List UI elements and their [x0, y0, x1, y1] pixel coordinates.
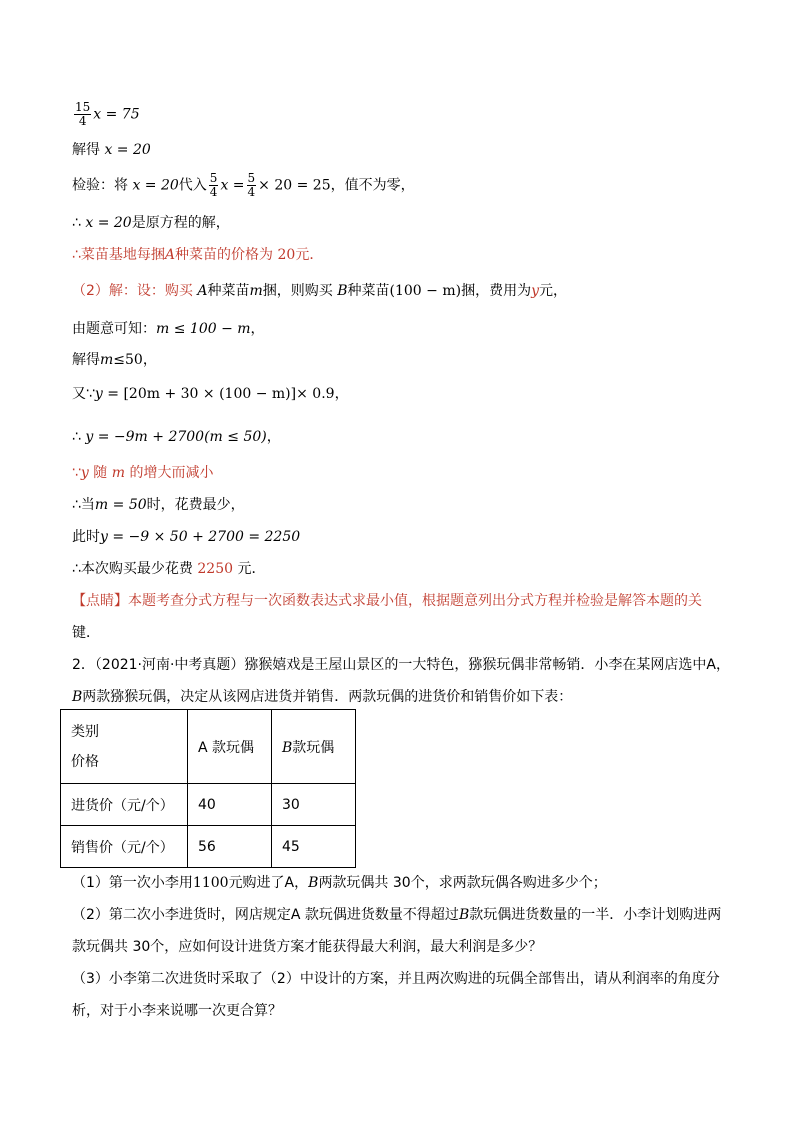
numerator: 15: [75, 100, 91, 114]
math-var: A: [164, 247, 176, 263]
math-var: B: [458, 907, 470, 923]
cell-b: 45: [272, 826, 356, 868]
math-var: B: [308, 875, 319, 891]
comment-line-2: 键．: [72, 625, 100, 641]
text: 种菜苗: [207, 283, 250, 299]
text: 元．: [237, 561, 266, 577]
math-expr: m ≤ 100 − m: [156, 321, 251, 337]
math-var: B: [72, 689, 83, 705]
math-expr: [20m + 30 × (100 − m)]: [123, 386, 297, 402]
answer-line: [72, 245, 323, 265]
fraction: [209, 172, 219, 199]
text: 解得: [72, 142, 100, 158]
question-1: [72, 873, 607, 893]
monotonic-line: [72, 463, 213, 483]
text: ，: [142, 352, 157, 368]
text: ∴本次购买最少花费: [72, 561, 193, 577]
problem-intro-2: [72, 687, 572, 707]
text: 此时: [72, 529, 100, 545]
comment-line-1: 【点睛】本题考查分式方程与一次函数表达式求最小值，根据题意列出分式方程并检验是解答本题的关: [72, 593, 702, 609]
text: ，值不为零，: [330, 177, 415, 194]
math-expr: x = 75: [93, 106, 140, 123]
math-var: B: [282, 739, 293, 756]
table-header-row: [61, 710, 356, 784]
question-3-line-2: 析，对于小李来说哪一次更合算？: [72, 1003, 282, 1019]
check-line: [72, 172, 415, 199]
math-var: y: [80, 465, 89, 481]
root-line: [72, 213, 230, 233]
text: 元购进了A，: [228, 875, 309, 891]
solve-line: [72, 140, 151, 160]
text: 又∵: [72, 386, 95, 402]
text: 两款猕猴玩偶，决定从该网店进货并销售．两款玩偶的进货价和销售价如下表：: [82, 689, 573, 705]
math-var: B: [337, 283, 348, 299]
text: 由题意可知：: [72, 321, 156, 337]
text: 检验：将: [72, 177, 128, 194]
text: 解得: [72, 352, 100, 368]
evaluate-line: [72, 527, 300, 547]
numerator: 5: [247, 171, 256, 185]
question-2-line-1: [72, 905, 721, 925]
text: 是原方程的解，: [131, 215, 230, 231]
math-var: y: [531, 283, 540, 299]
condition-line: [72, 319, 265, 339]
math-expr: (m ≤ 50): [204, 429, 267, 445]
table-row: [61, 784, 356, 826]
text: 元．: [295, 247, 324, 263]
question-3-line-1: （3）小李第二次进货时采取了（2）中设计的方案，并且两次购进的玩偶全部售出，请从利润率的角度分: [72, 971, 720, 987]
math-expr: × 20 = 25: [258, 177, 331, 194]
text: 的增大而减小: [129, 465, 214, 481]
denominator: 4: [247, 185, 256, 199]
math-var: A: [197, 283, 208, 299]
row-label: 进货价（元/个）: [61, 784, 188, 826]
part2-setup-line: [72, 281, 567, 301]
cell-a: 56: [188, 826, 272, 868]
text: 捆，则购买: [262, 283, 333, 299]
math-num: 20: [277, 247, 296, 263]
minimum-line: [72, 495, 245, 515]
math-expr: m = 50: [94, 497, 147, 513]
text: 种菜苗: [347, 283, 390, 299]
table-row: [61, 826, 356, 868]
math-num: 1100: [192, 875, 229, 891]
math-expr: y = −9m + 2700: [85, 429, 205, 445]
text: 捆，费用为: [461, 283, 532, 299]
question-2-line-2: 款玩偶共 30个，应如何设计进货方案才能获得最大利润，最大利润是多少？: [72, 939, 543, 955]
text: 款玩偶进货数量的一半．小李计划购进两: [469, 907, 722, 923]
numerator: 5: [209, 171, 218, 185]
table-corner-cell: [61, 710, 188, 784]
math-expr: x = 20: [85, 215, 132, 231]
math-expr: × 0.9: [296, 386, 335, 402]
header-col-b: [272, 710, 356, 784]
text: （2）解：设：购买: [72, 283, 193, 299]
text: 款玩偶: [292, 739, 335, 756]
math-expr: x = 20: [132, 177, 179, 194]
text: ，: [250, 321, 265, 337]
header-type-label: 类别: [71, 723, 99, 740]
math-expr: y =: [94, 386, 120, 402]
math-var: m: [249, 283, 263, 299]
math-expr: (100 − m): [389, 283, 462, 299]
header-price-label: 价格: [71, 753, 99, 770]
math-var: m: [111, 465, 126, 481]
problem-intro-1: 2．（2021·河南·中考真题）猕猴嬉戏是王屋山景区的一大特色，猕猴玩偶非常畅销．小李在某网店选中A，: [72, 657, 731, 673]
cell-a: 40: [188, 784, 272, 826]
header-col-a: A 款玩偶: [188, 710, 272, 784]
fraction: [247, 172, 257, 199]
text: 种菜苗的价格为: [175, 247, 274, 263]
cost-function-line: [72, 384, 349, 404]
text: 时，花费最少，: [146, 497, 245, 513]
math-expr: ≤50: [113, 352, 143, 368]
denominator: 4: [78, 114, 87, 128]
denominator: 4: [209, 185, 218, 199]
text: ∴当: [72, 497, 95, 513]
math-expr: x = 20: [104, 142, 151, 158]
fraction: [74, 101, 91, 128]
text: 代入: [178, 177, 207, 194]
therefore-symbol: ∴: [72, 429, 81, 445]
text: 两款玩偶共 30个，求两款玩偶各购进多少个；: [318, 875, 607, 891]
math-expr: y = −9 × 50 + 2700 = 2250: [100, 529, 301, 545]
text: 元，: [539, 283, 568, 299]
solve-ineq-line: [72, 350, 157, 370]
text: ，: [334, 386, 349, 402]
math-var: m: [100, 352, 114, 368]
text: （2）第二次小李进货时，网店规定A 款玩偶进货数量不得超过: [72, 907, 459, 923]
text: 随: [93, 465, 108, 481]
cell-b: 30: [272, 784, 356, 826]
equation-line: [72, 101, 140, 128]
because-symbol: ∵: [72, 465, 81, 481]
text: ∴菜苗基地每捆: [72, 247, 165, 263]
text: ，: [266, 429, 281, 445]
simplified-function-line: [72, 427, 281, 447]
math-expr: x =: [220, 177, 245, 194]
math-num: 2250: [197, 561, 234, 577]
row-label: 销售价（元/个）: [61, 826, 188, 868]
therefore-symbol: ∴: [72, 215, 81, 231]
price-table: [60, 709, 356, 868]
final-answer-line: [72, 559, 265, 579]
text: （1）第一次小李用: [72, 875, 193, 891]
